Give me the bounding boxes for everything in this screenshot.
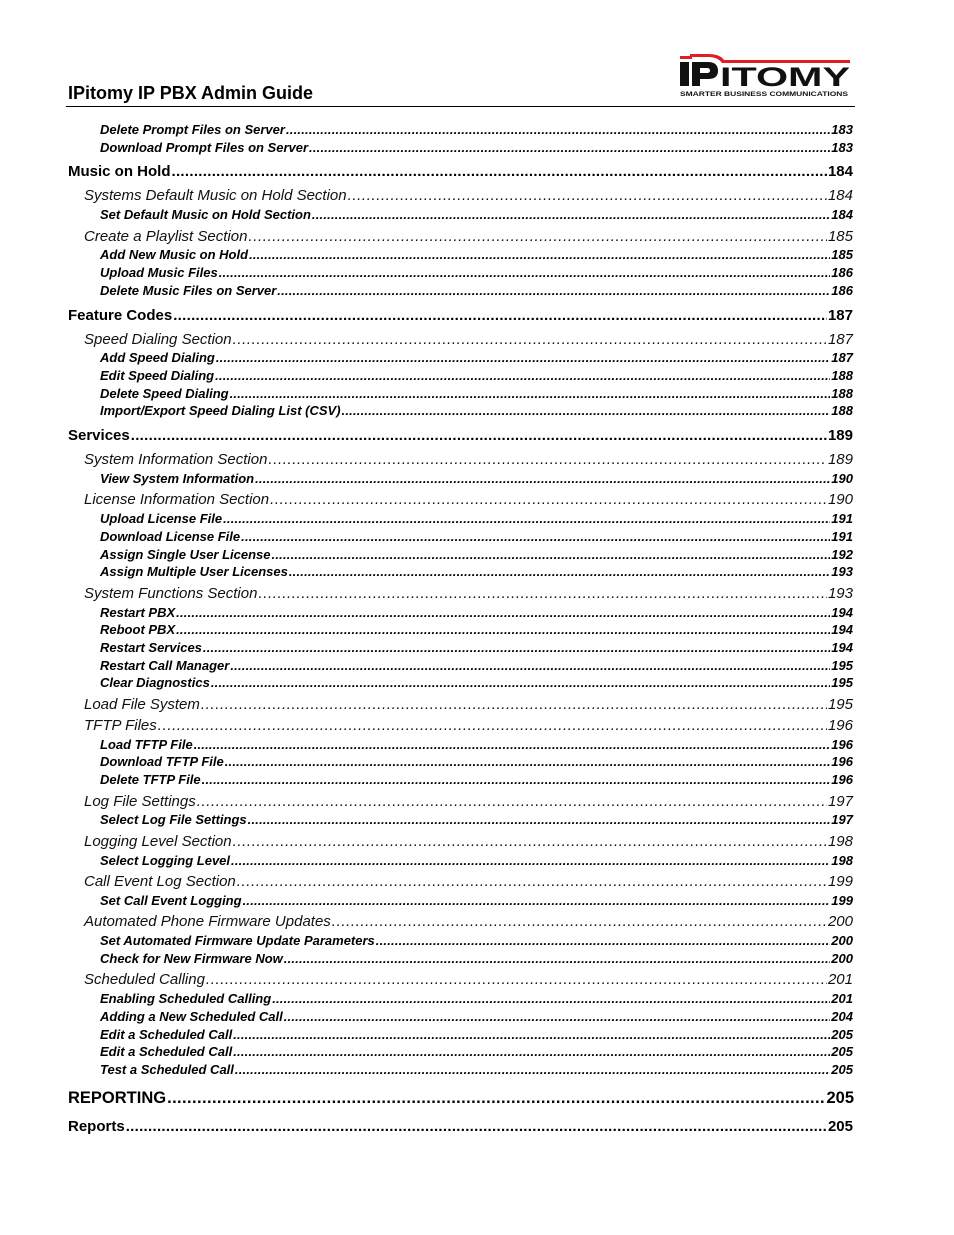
toc-entry[interactable] <box>100 676 853 689</box>
toc-leader-dots <box>216 351 830 364</box>
toc-leader-dots <box>268 452 827 467</box>
toc-entry[interactable] <box>68 1090 854 1107</box>
toc-entry-title: Download License File <box>100 529 241 544</box>
toc-entry-title: Assign Single User License <box>100 547 271 562</box>
toc-entry[interactable] <box>100 248 853 261</box>
toc-entry-page-number: 205 <box>831 1027 853 1042</box>
toc-entry[interactable] <box>100 548 853 561</box>
toc-entry[interactable] <box>100 894 853 907</box>
toc-entry-page-number: 201 <box>831 991 853 1006</box>
toc-entry-title: Test a Scheduled Call <box>100 1062 234 1077</box>
toc-entry-page-number: 185 <box>831 247 853 262</box>
toc-entry-page-number: 184 <box>831 207 853 222</box>
toc-entry-title: Edit a Scheduled Call <box>100 1044 233 1059</box>
toc-entry-page-number: 196 <box>831 737 853 752</box>
toc-entry-page-number: 198 <box>831 853 853 868</box>
toc-leader-dots <box>272 992 830 1005</box>
toc-entry-title: Set Automated Firmware Update Parameters <box>100 933 375 948</box>
toc-leader-dots <box>176 623 830 636</box>
toc-entry-page-number: 194 <box>831 622 853 637</box>
toc-entry-title: Select Logging Level <box>100 853 231 868</box>
toc-leader-dots <box>158 718 827 733</box>
toc-entry-page-number: 197 <box>827 793 853 810</box>
toc-entry-title: Services <box>68 427 130 444</box>
toc-entry-page-number: 186 <box>831 265 853 280</box>
toc-entry-page-number: 192 <box>831 547 853 562</box>
toc-entry[interactable] <box>100 813 853 826</box>
svg-text:ITOMY: ITOMY <box>720 62 850 92</box>
toc-entry-page-number: 187 <box>831 350 853 365</box>
toc-entry[interactable] <box>68 164 853 179</box>
toc-leader-dots <box>215 369 830 382</box>
toc-entry-page-number: 183 <box>831 122 853 137</box>
toc-entry-title: Select Log File Settings <box>100 812 247 827</box>
toc-entry[interactable] <box>100 512 853 525</box>
toc-entry[interactable] <box>84 697 853 712</box>
toc-entry-page-number: 185 <box>827 228 853 245</box>
toc-entry-title: Upload Music Files <box>100 265 218 280</box>
toc-entry[interactable] <box>100 738 853 751</box>
toc-entry[interactable] <box>100 854 853 867</box>
toc-entry-page-number: 194 <box>831 605 853 620</box>
toc-entry-title: Restart Call Manager <box>100 658 230 673</box>
toc-entry-page-number: 196 <box>831 754 853 769</box>
toc-leader-dots <box>197 794 827 809</box>
toc-entry-page-number: 193 <box>831 564 853 579</box>
toc-entry-page-number: 205 <box>826 1089 854 1107</box>
toc-leader-dots <box>230 659 830 672</box>
toc-entry-page-number: 189 <box>827 427 853 444</box>
toc-entry-page-number: 199 <box>831 893 853 908</box>
toc-entry[interactable] <box>84 492 853 507</box>
toc-entry-title: System Functions Section <box>84 585 258 602</box>
toc-entry-page-number: 188 <box>831 386 853 401</box>
toc-entry-page-number: 188 <box>831 368 853 383</box>
toc-entry-title: Add New Music on Hold <box>100 247 249 262</box>
toc-entry[interactable] <box>84 874 853 889</box>
toc-entry[interactable] <box>84 229 853 244</box>
toc-entry[interactable] <box>100 1063 853 1076</box>
toc-entry-title: Adding a New Scheduled Call <box>100 1009 283 1024</box>
toc-entry[interactable] <box>100 472 853 485</box>
toc-entry-page-number: 199 <box>827 873 853 890</box>
toc-entry-page-number: 195 <box>827 696 853 713</box>
toc-entry[interactable] <box>100 1028 853 1041</box>
toc-entry-page-number: 197 <box>831 812 853 827</box>
toc-entry-title: Load TFTP File <box>100 737 193 752</box>
toc-entry[interactable] <box>100 141 853 154</box>
toc-entry-page-number: 188 <box>831 403 853 418</box>
toc-entry[interactable] <box>84 188 853 203</box>
toc-entry[interactable] <box>100 623 853 636</box>
toc-entry-page-number: 196 <box>827 717 853 734</box>
toc-leader-dots <box>126 1119 827 1134</box>
toc-leader-dots <box>233 1028 830 1041</box>
toc-leader-dots <box>230 387 831 400</box>
toc-entry[interactable] <box>100 992 853 1005</box>
toc-leader-dots <box>241 530 830 543</box>
toc-entry[interactable] <box>84 914 853 929</box>
toc-entry-title: Call Event Log Section <box>84 873 236 890</box>
toc-entry-title: Set Call Event Logging <box>100 893 242 908</box>
toc-leader-dots <box>206 972 827 987</box>
toc-entry[interactable] <box>68 1119 853 1134</box>
toc-entry-title: TFTP Files <box>84 717 157 734</box>
toc-leader-dots <box>176 606 830 619</box>
toc-leader-dots <box>286 123 830 136</box>
toc-entry-page-number: 200 <box>831 933 853 948</box>
toc-entry-title: Add Speed Dialing <box>100 350 215 365</box>
toc-entry-title: Reboot PBX <box>100 622 176 637</box>
toc-entry-page-number: 186 <box>831 283 853 298</box>
toc-entry-page-number: 196 <box>831 772 853 787</box>
toc-entry-title: Scheduled Calling <box>84 971 205 988</box>
toc-entry[interactable] <box>100 266 853 279</box>
toc-entry[interactable] <box>100 369 853 382</box>
toc-leader-dots <box>248 229 827 244</box>
toc-leader-dots <box>233 332 827 347</box>
toc-entry-page-number: 198 <box>827 833 853 850</box>
toc-leader-dots <box>243 894 831 907</box>
toc-entry[interactable] <box>100 565 853 578</box>
toc-entry[interactable] <box>100 208 853 221</box>
toc-leader-dots <box>235 1063 830 1076</box>
toc-entry[interactable] <box>84 834 853 849</box>
toc-entry[interactable] <box>100 1045 853 1058</box>
toc-leader-dots <box>223 512 830 525</box>
toc-leader-dots <box>309 141 830 154</box>
toc-entry-title: View System Information <box>100 471 255 486</box>
toc-entry-page-number: 205 <box>827 1118 853 1135</box>
toc-entry[interactable] <box>100 530 853 543</box>
toc-entry-page-number: 200 <box>831 951 853 966</box>
toc-entry-page-number: 190 <box>831 471 853 486</box>
document-title: IPitomy IP PBX Admin Guide <box>68 83 314 103</box>
toc-leader-dots <box>233 834 827 849</box>
toc-entry-page-number: 187 <box>827 307 853 324</box>
toc-entry-title: Load File System <box>84 696 200 713</box>
toc-leader-dots <box>272 548 831 561</box>
ipitomy-logo <box>678 52 854 98</box>
toc-entry[interactable] <box>100 404 853 417</box>
toc-leader-dots <box>348 188 827 203</box>
toc-entry-title: Logging Level Section <box>84 833 232 850</box>
toc-entry-page-number: 200 <box>827 913 853 930</box>
toc-entry-title: Enabling Scheduled Calling <box>100 991 272 1006</box>
toc-entry-title: Log File Settings <box>84 793 196 810</box>
toc-entry-page-number: 193 <box>827 585 853 602</box>
toc-entry-title: Clear Diagnostics <box>100 675 210 690</box>
toc-entry-page-number: 184 <box>827 187 853 204</box>
toc-entry[interactable] <box>100 934 853 947</box>
toc-leader-dots <box>211 676 830 689</box>
toc-leader-dots <box>167 1090 825 1107</box>
toc-entry-page-number: 191 <box>831 511 853 526</box>
toc-entry-title: Speed Dialing Section <box>84 331 232 348</box>
svg-text:SMARTER BUSINESS COMMUNICATION: SMARTER BUSINESS COMMUNICATIONS <box>680 91 849 98</box>
toc-entry-title: Delete Prompt Files on Server <box>100 122 285 137</box>
toc-leader-dots <box>202 773 831 786</box>
toc-entry[interactable] <box>84 452 853 467</box>
toc-entry-title: Restart Services <box>100 640 202 655</box>
toc-entry-page-number: 204 <box>831 1009 853 1024</box>
toc-entry-title: Automated Phone Firmware Updates <box>84 913 331 930</box>
toc-leader-dots <box>277 284 830 297</box>
toc-leader-dots <box>172 164 827 179</box>
toc-entry[interactable] <box>84 718 853 733</box>
toc-entry[interactable] <box>100 659 853 672</box>
toc-entry[interactable] <box>100 755 853 768</box>
toc-entry-title: Set Default Music on Hold Section <box>100 207 311 222</box>
toc-entry-title: Import/Export Speed Dialing List (CSV) <box>100 403 341 418</box>
toc-leader-dots <box>231 854 830 867</box>
toc-leader-dots <box>225 755 831 768</box>
toc-entry-title: Assign Multiple User Licenses <box>100 564 288 579</box>
toc-entry-page-number: 184 <box>827 163 853 180</box>
toc-entry-title: Music on Hold <box>68 163 171 180</box>
toc-leader-dots <box>284 1010 831 1023</box>
toc-leader-dots <box>173 308 827 323</box>
toc-entry[interactable] <box>100 351 853 364</box>
toc-leader-dots <box>289 565 830 578</box>
toc-leader-dots <box>233 1045 830 1058</box>
toc-entry-title: Systems Default Music on Hold Section <box>84 187 347 204</box>
toc-entry-title: Delete TFTP File <box>100 772 201 787</box>
toc-entry[interactable] <box>100 641 853 654</box>
toc-entry-title: Upload License File <box>100 511 223 526</box>
toc-leader-dots <box>194 738 831 751</box>
toc-entry-page-number: 190 <box>827 491 853 508</box>
toc-entry-page-number: 195 <box>831 658 853 673</box>
toc-entry[interactable] <box>100 1010 853 1023</box>
toc-leader-dots <box>332 914 827 929</box>
toc-entry-title: Create a Playlist Section <box>84 228 248 245</box>
header-divider <box>66 106 855 107</box>
toc-leader-dots <box>284 952 831 965</box>
toc-entry-title: Reports <box>68 1118 125 1135</box>
toc-leader-dots <box>248 813 831 826</box>
toc-entry-title: Restart PBX <box>100 605 176 620</box>
toc-entry[interactable] <box>84 794 853 809</box>
toc-entry-title: Edit Speed Dialing <box>100 368 215 383</box>
toc-entry[interactable] <box>68 428 853 443</box>
toc-entry-page-number: 187 <box>827 331 853 348</box>
toc-leader-dots <box>342 404 831 417</box>
toc-leader-dots <box>312 208 830 221</box>
toc-entry[interactable] <box>84 972 853 987</box>
toc-leader-dots <box>376 934 831 947</box>
toc-entry-page-number: 205 <box>831 1062 853 1077</box>
toc-entry-title: Download Prompt Files on Server <box>100 140 309 155</box>
toc-entry-page-number: 201 <box>827 971 853 988</box>
toc-entry-title: Delete Music Files on Server <box>100 283 277 298</box>
toc-leader-dots <box>270 492 827 507</box>
toc-entry-page-number: 194 <box>831 640 853 655</box>
toc-entry-title: License Information Section <box>84 491 270 508</box>
toc-entry-title: Edit a Scheduled Call <box>100 1027 233 1042</box>
toc-entry[interactable] <box>68 308 853 323</box>
toc-leader-dots <box>203 641 830 654</box>
toc-entry-title: Check for New Firmware Now <box>100 951 283 966</box>
toc-entry-page-number: 205 <box>831 1044 853 1059</box>
toc-leader-dots <box>258 586 827 601</box>
toc-entry-title: REPORTING <box>68 1089 167 1107</box>
toc-entry-page-number: 183 <box>831 140 853 155</box>
toc-entry[interactable] <box>100 284 853 297</box>
toc-entry-title: Download TFTP File <box>100 754 224 769</box>
toc-leader-dots <box>219 266 831 279</box>
toc-entry[interactable] <box>100 387 853 400</box>
toc-entry[interactable] <box>100 606 853 619</box>
toc-entry-page-number: 191 <box>831 529 853 544</box>
toc-entry-title: Delete Speed Dialing <box>100 386 229 401</box>
toc-entry[interactable] <box>100 773 853 786</box>
toc-leader-dots <box>237 874 827 889</box>
toc-entry[interactable] <box>84 332 853 347</box>
toc-leader-dots <box>249 248 830 261</box>
toc-entry-page-number: 195 <box>831 675 853 690</box>
toc-entry-title: System Information Section <box>84 451 268 468</box>
toc-leader-dots <box>255 472 830 485</box>
toc-entry[interactable] <box>84 586 853 601</box>
toc-leader-dots <box>131 428 827 443</box>
toc-entry[interactable] <box>100 952 853 965</box>
toc-leader-dots <box>201 697 827 712</box>
toc-entry[interactable] <box>100 123 853 136</box>
toc-entry-page-number: 189 <box>827 451 853 468</box>
toc-entry-title: Feature Codes <box>68 307 173 324</box>
